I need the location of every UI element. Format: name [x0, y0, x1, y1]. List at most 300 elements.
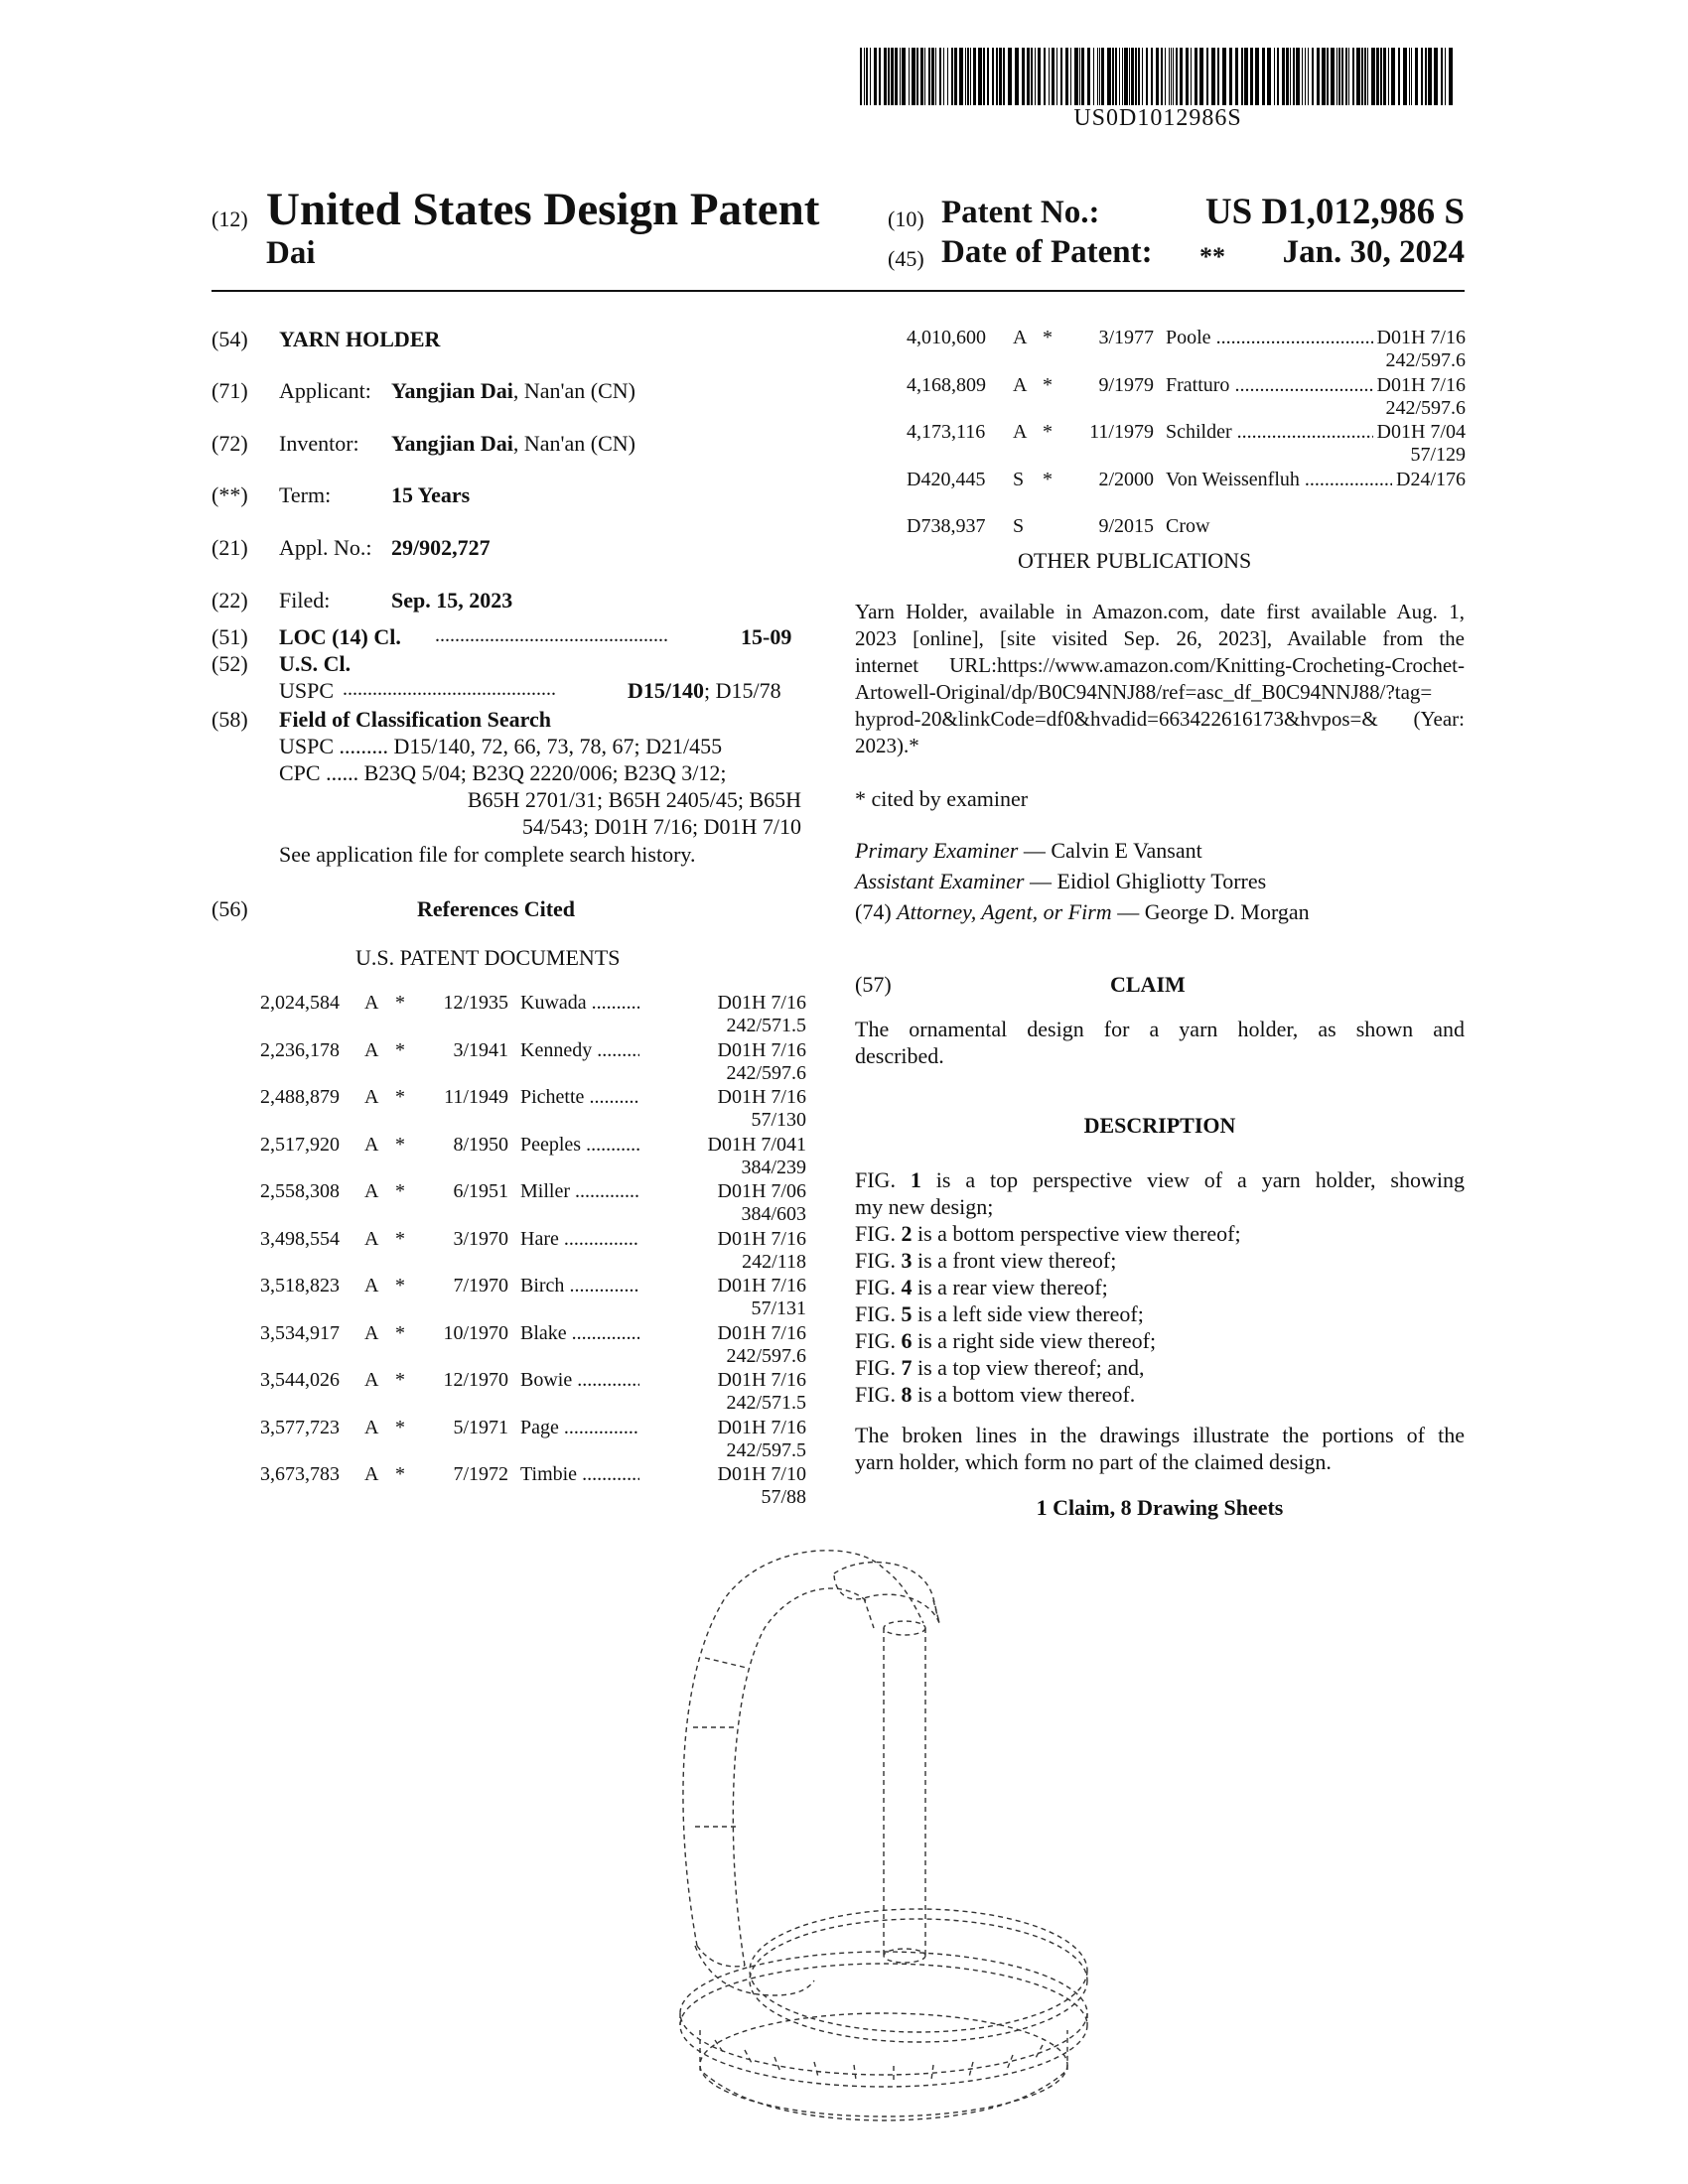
reference-number: D738,937	[907, 515, 986, 537]
barcode-bar	[1135, 48, 1137, 105]
barcode-bar	[1312, 48, 1314, 105]
patent-date: Jan. 30, 2024	[1282, 234, 1465, 270]
barcode-bar	[1290, 48, 1291, 105]
barcode-bar	[1322, 48, 1326, 105]
reference-star: *	[395, 1369, 405, 1391]
reference-number: 3,577,723	[260, 1416, 340, 1438]
barcode-bar	[864, 48, 865, 105]
barcode-bar	[1015, 48, 1019, 105]
barcode-bar	[1250, 48, 1253, 105]
figure-text: is a right side view thereof;	[912, 1328, 1157, 1353]
barcode-bar	[1052, 48, 1055, 105]
barcode-bar	[1056, 48, 1057, 105]
other-publications-heading: OTHER PUBLICATIONS	[1018, 548, 1252, 573]
barcode-bar	[916, 48, 918, 105]
primary-examiner-label: Primary Examiner	[855, 838, 1019, 863]
barcode-bar	[983, 48, 985, 105]
barcode-bar	[1044, 48, 1046, 105]
figure-text: is a top perspective view of a yarn holder, showing	[920, 1167, 1465, 1192]
barcode-bar	[1361, 48, 1363, 105]
attorney-label: Attorney, Agent, or Firm	[897, 899, 1112, 924]
figure-description-line	[855, 1354, 1465, 1381]
pub-line: internet URL:https://www.amazon.com/Knitting-Crocheting-Crochet-	[855, 653, 1465, 677]
pub-line: hyprod-20&linkCode=df0&hvadid=663422616173&hvpos=& (Year:	[855, 707, 1465, 731]
barcode-bar	[900, 48, 901, 105]
barcode-bar	[1364, 48, 1366, 105]
figure-number: 6	[901, 1328, 913, 1353]
barcode-bar	[1425, 48, 1427, 105]
figure-text: is a bottom perspective view thereof;	[912, 1221, 1241, 1246]
figure-description-line	[855, 1327, 1465, 1354]
barcode-bar	[866, 48, 868, 105]
other-publications-text	[855, 599, 1465, 759]
barcode-bar	[1388, 48, 1389, 105]
barcode-bar	[954, 48, 957, 105]
references-code: (56)	[211, 896, 248, 921]
barcode-bar	[1099, 48, 1100, 105]
barcode-bar	[1222, 48, 1226, 105]
reference-kind: A	[1013, 373, 1028, 396]
reference-class: D01H 7/16	[1373, 327, 1466, 349]
reference-date: 10/1970	[443, 1321, 508, 1344]
barcode-bar	[1244, 48, 1248, 105]
barcode-bar	[1356, 48, 1360, 105]
barcode-bar	[1380, 48, 1382, 105]
uspc-label: USPC	[279, 678, 335, 703]
inventor-code: (72)	[211, 431, 248, 456]
title-code: (54)	[211, 327, 248, 351]
barcode-bar	[888, 48, 890, 105]
inventor-name: Yangjian Dai	[391, 431, 513, 456]
barcode-bar	[1049, 48, 1050, 105]
uspc-rest: ; D15/78	[704, 678, 781, 703]
reference-kind: A	[364, 1321, 379, 1344]
field-label: Field of Classification Search	[279, 707, 551, 732]
reference-class: D01H 7/16	[714, 1322, 806, 1345]
barcode-bar	[1441, 48, 1443, 105]
reference-date: 11/1949	[444, 1086, 508, 1108]
reference-subclass: 242/118	[742, 1250, 806, 1273]
barcode-bar	[1131, 48, 1134, 105]
barcode-image	[860, 48, 1456, 105]
term-code: (**)	[211, 482, 248, 507]
reference-class: D01H 7/16	[714, 1039, 806, 1062]
barcode-bar	[1079, 48, 1080, 105]
barcode-bar	[1074, 48, 1078, 105]
reference-subclass: 242/597.5	[726, 1438, 806, 1461]
filed-label: Filed:	[279, 588, 331, 613]
barcode-bar	[1124, 48, 1128, 105]
barcode-bar	[1038, 48, 1041, 105]
barcode-bar	[1027, 48, 1030, 105]
barcode-bar	[1008, 48, 1012, 105]
reference-class: D01H 7/16	[714, 1228, 806, 1251]
reference-date: 11/1979	[1089, 421, 1154, 443]
reference-date: 7/1972	[453, 1463, 508, 1485]
reference-kind: A	[364, 1369, 379, 1391]
term-label: Term:	[279, 482, 332, 507]
reference-name: Poole .....	[1154, 327, 1394, 349]
barcode-bar	[1171, 48, 1172, 105]
barcode-bar	[860, 48, 862, 105]
patent-no-code: (10)	[888, 206, 924, 231]
reference-kind: A	[364, 1038, 379, 1061]
field-uspc: USPC ......... D15/140, 72, 66, 73, 78, 67; D21/455	[279, 734, 723, 758]
reference-subclass: 384/239	[741, 1156, 806, 1178]
barcode-bar	[1352, 48, 1354, 105]
barcode-bar	[1345, 48, 1347, 105]
claim-text	[855, 1016, 1465, 1069]
barcode-bar	[1376, 48, 1379, 105]
reference-row	[260, 1463, 806, 1511]
barcode-bar	[884, 48, 887, 105]
reference-star: *	[395, 1416, 405, 1438]
inventor-short-name: Dai	[266, 235, 316, 271]
reference-name: Hare .....	[508, 1228, 639, 1251]
barcode-bar	[1403, 48, 1407, 105]
barcode-bar	[943, 48, 944, 105]
reference-date: 9/2015	[1098, 515, 1154, 537]
primary-examiner-name: — Calvin E Vansant	[1018, 838, 1202, 863]
patent-no-label: Patent No.:	[941, 195, 1100, 230]
barcode-bar	[1421, 48, 1423, 105]
figure-number: 1	[910, 1167, 921, 1192]
reference-number: 2,517,920	[260, 1133, 340, 1156]
reference-star: *	[1043, 373, 1053, 396]
header-rule	[211, 290, 1465, 292]
barcode-bar	[1383, 48, 1386, 105]
figure-number: 2	[901, 1221, 913, 1246]
claim-code: (57)	[855, 972, 892, 997]
barcode-text: US0D1012986S	[1073, 105, 1242, 131]
reference-name: Bowie .....	[508, 1369, 639, 1392]
reference-row	[260, 1275, 806, 1322]
reference-number: 3,534,917	[260, 1321, 340, 1344]
reference-star: *	[395, 1275, 405, 1297]
reference-number: 2,236,178	[260, 1038, 340, 1061]
loc-label: LOC (14) Cl.	[279, 624, 401, 649]
reference-name: Birch .....	[508, 1275, 639, 1297]
barcode-bar	[1336, 48, 1337, 105]
field-cpc-2: B65H 2701/31; B65H 2405/45; B65H	[467, 787, 801, 812]
barcode-bar	[1107, 48, 1111, 105]
appl-label: Appl. No.:	[279, 535, 372, 560]
barcode-bar	[1035, 48, 1036, 105]
field-cpc-3: 54/543; D01H 7/16; D01H 7/10	[521, 814, 801, 839]
uspc-dots: ...........................................	[343, 678, 556, 700]
barcode-bar	[1274, 48, 1275, 105]
barcode-bar	[1428, 48, 1432, 105]
reference-kind: A	[364, 1086, 379, 1108]
reference-kind: A	[1013, 327, 1028, 348]
inventor	[391, 431, 635, 457]
barcode-bar	[924, 48, 925, 105]
barcode-bar	[1169, 48, 1170, 105]
reference-subclass: 242/571.5	[726, 1015, 806, 1036]
figure-text: my new design;	[855, 1194, 994, 1219]
applicant-location: , Nan'an (CN)	[512, 378, 635, 403]
description-heading: DESCRIPTION	[1083, 1113, 1236, 1138]
reference-number: 3,673,783	[260, 1463, 340, 1485]
reference-row	[907, 327, 1466, 374]
barcode-bar	[1060, 48, 1062, 105]
barcode-bar	[891, 48, 894, 105]
figure-description-line	[855, 1193, 1465, 1220]
barcode-bar	[992, 48, 994, 105]
barcode-bar	[947, 48, 948, 105]
barcode-bar	[1217, 48, 1219, 105]
claim-line: The ornamental design for a yarn holder, as shown and	[855, 1017, 1465, 1041]
figure-text: is a top view thereof; and,	[912, 1355, 1145, 1380]
barcode-bar	[1211, 48, 1215, 105]
reference-star: *	[1043, 327, 1053, 348]
figure-text: is a front view thereof;	[912, 1248, 1117, 1273]
applicant-code: (71)	[211, 378, 248, 403]
barcode-bar	[935, 48, 936, 105]
reference-number: 2,558,308	[260, 1180, 340, 1202]
reference-class: D01H 7/16	[714, 1417, 806, 1439]
pub-line: 2023).*	[855, 734, 919, 757]
barcode-bar	[1286, 48, 1289, 105]
reference-subclass: 242/597.6	[1385, 349, 1466, 371]
assistant-examiner-name: — Eidiol Ghigliotty Torres	[1024, 869, 1267, 893]
figure-text: FIG.	[855, 1355, 902, 1380]
reference-name: Pichette .....	[508, 1086, 639, 1109]
reference-class: D01H 7/16	[1373, 374, 1466, 397]
barcode-bar	[1093, 48, 1094, 105]
reference-kind: A	[364, 1227, 379, 1250]
barcode-bar	[939, 48, 941, 105]
date-stars: **	[1199, 242, 1225, 271]
reference-kind: S	[1013, 515, 1025, 537]
barcode-bar	[965, 48, 966, 105]
barcode-bar	[1293, 48, 1295, 105]
reference-row	[260, 1086, 806, 1134]
barcode-bar	[959, 48, 963, 105]
barcode-bar	[1317, 48, 1320, 105]
claim-heading: CLAIM	[1110, 972, 1186, 997]
reference-name: Peeples .....	[508, 1134, 639, 1157]
reference-class: D01H 7/16	[714, 1275, 806, 1297]
reference-star: *	[395, 1133, 405, 1156]
barcode-bar	[931, 48, 934, 105]
barcode-bar	[1327, 48, 1329, 105]
barcode-bar	[928, 48, 930, 105]
reference-name: Von Weissenfluh .....	[1154, 469, 1394, 491]
figure-number: 4	[901, 1275, 913, 1299]
barcode-bar	[1186, 48, 1189, 105]
reference-subclass: 384/603	[741, 1203, 806, 1225]
barcode-bar	[912, 48, 915, 105]
barcode-bar	[1302, 48, 1303, 105]
references-heading: References Cited	[417, 896, 576, 921]
barcode-bar	[1371, 48, 1375, 105]
uscl-code: (52)	[211, 651, 248, 676]
barcode-bar	[1282, 48, 1285, 105]
barcode-bar	[909, 48, 910, 105]
field-code: (58)	[211, 707, 248, 732]
reference-star: *	[395, 1086, 405, 1108]
figure-text: is a left side view thereof;	[912, 1301, 1144, 1326]
barcode-bar	[1415, 48, 1418, 105]
cited-by-examiner-note: * cited by examiner	[855, 786, 1029, 811]
reference-kind: A	[364, 992, 379, 1014]
barcode-bar	[1341, 48, 1343, 105]
barcode-bar	[1165, 48, 1166, 105]
reference-date: 6/1951	[453, 1180, 508, 1202]
barcode-bar	[1241, 48, 1243, 105]
reference-number: 3,498,554	[260, 1227, 340, 1250]
barcode-bar	[1308, 48, 1309, 105]
barcode-bar	[1367, 48, 1368, 105]
reference-class: D01H 7/10	[714, 1463, 806, 1486]
barcode-bar	[1119, 48, 1120, 105]
applicant	[391, 378, 635, 404]
loc-code: (51)	[211, 624, 248, 649]
invention-title: YARN HOLDER	[279, 327, 441, 351]
reference-class: D01H 7/041	[704, 1134, 806, 1157]
reference-number: 2,488,879	[260, 1086, 340, 1108]
figure-text: FIG.	[855, 1248, 902, 1273]
figure-text: FIG.	[855, 1301, 902, 1326]
barcode-bar	[1180, 48, 1183, 105]
figure-descriptions	[855, 1166, 1465, 1408]
reference-date: 12/1970	[443, 1369, 508, 1391]
barcode-bar	[874, 48, 877, 105]
reference-date: 3/1970	[453, 1227, 508, 1250]
barcode-bar	[1255, 48, 1259, 105]
barcode-bar	[951, 48, 953, 105]
barcode-bar	[987, 48, 989, 105]
reference-class: D01H 7/16	[714, 1086, 806, 1109]
barcode-bar	[1101, 48, 1104, 105]
reference-row	[260, 1134, 806, 1181]
reference-row	[260, 1369, 806, 1417]
claim-line: described.	[855, 1043, 944, 1068]
figure-description-line	[855, 1247, 1465, 1274]
barcode-bar	[1097, 48, 1098, 105]
pub-line: Artowell-Original/dp/B0C94NNJ88/ref=asc_df_B0C94NNJ88/?tag=	[855, 680, 1433, 704]
barcode-bar	[1065, 48, 1068, 105]
barcode-bar	[1070, 48, 1071, 105]
reference-subclass: 242/597.6	[726, 1344, 806, 1367]
date-label: Date of Patent:	[941, 234, 1153, 270]
barcode-bar	[1277, 48, 1279, 105]
reference-kind: A	[364, 1133, 379, 1156]
reference-star: *	[395, 1463, 405, 1485]
reference-date: 8/1950	[453, 1133, 508, 1156]
barcode-bar	[1206, 48, 1208, 105]
reference-row	[260, 1039, 806, 1087]
filed-date: Sep. 15, 2023	[391, 588, 513, 613]
document-title: United States Design Patent	[266, 184, 820, 235]
figure-number: 3	[901, 1248, 913, 1273]
reference-class: D01H 7/16	[714, 992, 806, 1015]
reference-name: Kennedy .....	[508, 1039, 639, 1062]
claims-sheets-count: 1 Claim, 8 Drawing Sheets	[1036, 1495, 1284, 1520]
barcode-bar	[1267, 48, 1271, 105]
barcode-bar	[895, 48, 898, 105]
barcode-bar	[1305, 48, 1306, 105]
figure-text: is a bottom view thereof.	[912, 1382, 1136, 1407]
pub-line: 2023 [online], [site visited Sep. 26, 2023], Available from the	[855, 626, 1465, 650]
uspc-main: D15/140	[628, 678, 704, 703]
barcode-bar	[1176, 48, 1178, 105]
reference-subclass: 57/131	[751, 1297, 806, 1319]
kind-code: (12)	[211, 206, 248, 231]
reference-number: 4,168,809	[907, 373, 986, 396]
barcode-bar	[1129, 48, 1130, 105]
figure-description-line	[855, 1166, 1465, 1193]
yarn-holder-drawing	[635, 1529, 1152, 2124]
reference-row	[260, 992, 806, 1039]
figure-description-line	[855, 1274, 1465, 1300]
barcode-bar	[1087, 48, 1090, 105]
reference-date: 7/1970	[453, 1275, 508, 1297]
attorney	[855, 899, 1310, 925]
figure-description-line	[855, 1220, 1465, 1247]
attorney-code: (74)	[855, 899, 892, 924]
inventor-label: Inventor:	[279, 431, 359, 456]
reference-subclass: 242/571.5	[726, 1392, 806, 1414]
figure-description-line	[855, 1381, 1465, 1408]
barcode-bar	[1229, 48, 1232, 105]
barcode-bar	[1449, 48, 1453, 105]
reference-name: Page .....	[508, 1417, 639, 1439]
barcode-bar	[1391, 48, 1395, 105]
barcode-bar	[1331, 48, 1335, 105]
appl-code: (21)	[211, 535, 248, 560]
barcode-bar	[967, 48, 969, 105]
reference-name: Miller .....	[508, 1180, 639, 1203]
reference-name: Fratturo .....	[1154, 374, 1394, 397]
reference-name: Timbie .....	[508, 1463, 639, 1486]
reference-row	[907, 469, 1466, 516]
barcode-bar	[1348, 48, 1349, 105]
barcode-bar	[970, 48, 971, 105]
assistant-examiner-label: Assistant Examiner	[855, 869, 1025, 893]
reference-name: Crow	[1166, 515, 1210, 537]
loc-value: 15-09	[741, 624, 792, 649]
field-see-note: See application file for complete search history.	[279, 842, 696, 867]
barcode-bar	[1161, 48, 1163, 105]
assistant-examiner	[855, 869, 1266, 894]
barcode-bar	[1296, 48, 1300, 105]
reference-star: *	[395, 1321, 405, 1344]
attorney-name: — George D. Morgan	[1111, 899, 1310, 924]
barcode-bar	[902, 48, 906, 105]
reference-class: D24/176	[1392, 469, 1466, 491]
reference-name: Schilder .....	[1154, 421, 1394, 444]
barcode-bar	[973, 48, 976, 105]
reference-name: Blake .....	[508, 1322, 639, 1345]
reference-kind: A	[1013, 421, 1028, 443]
barcode-bar	[1191, 48, 1192, 105]
reference-date: 2/2000	[1098, 468, 1154, 490]
barcode-bar	[1235, 48, 1238, 105]
primary-examiner	[855, 838, 1202, 864]
reference-row	[260, 1228, 806, 1276]
figure-text: FIG.	[855, 1275, 902, 1299]
uscl-label: U.S. Cl.	[279, 651, 352, 676]
barcode-bar	[870, 48, 871, 105]
barcode-bar	[1138, 48, 1140, 105]
barcode-bar	[1122, 48, 1123, 105]
filed-code: (22)	[211, 588, 248, 613]
reference-star: *	[395, 1038, 405, 1061]
barcode-bar	[1156, 48, 1159, 105]
barcode-bar	[1434, 48, 1438, 105]
